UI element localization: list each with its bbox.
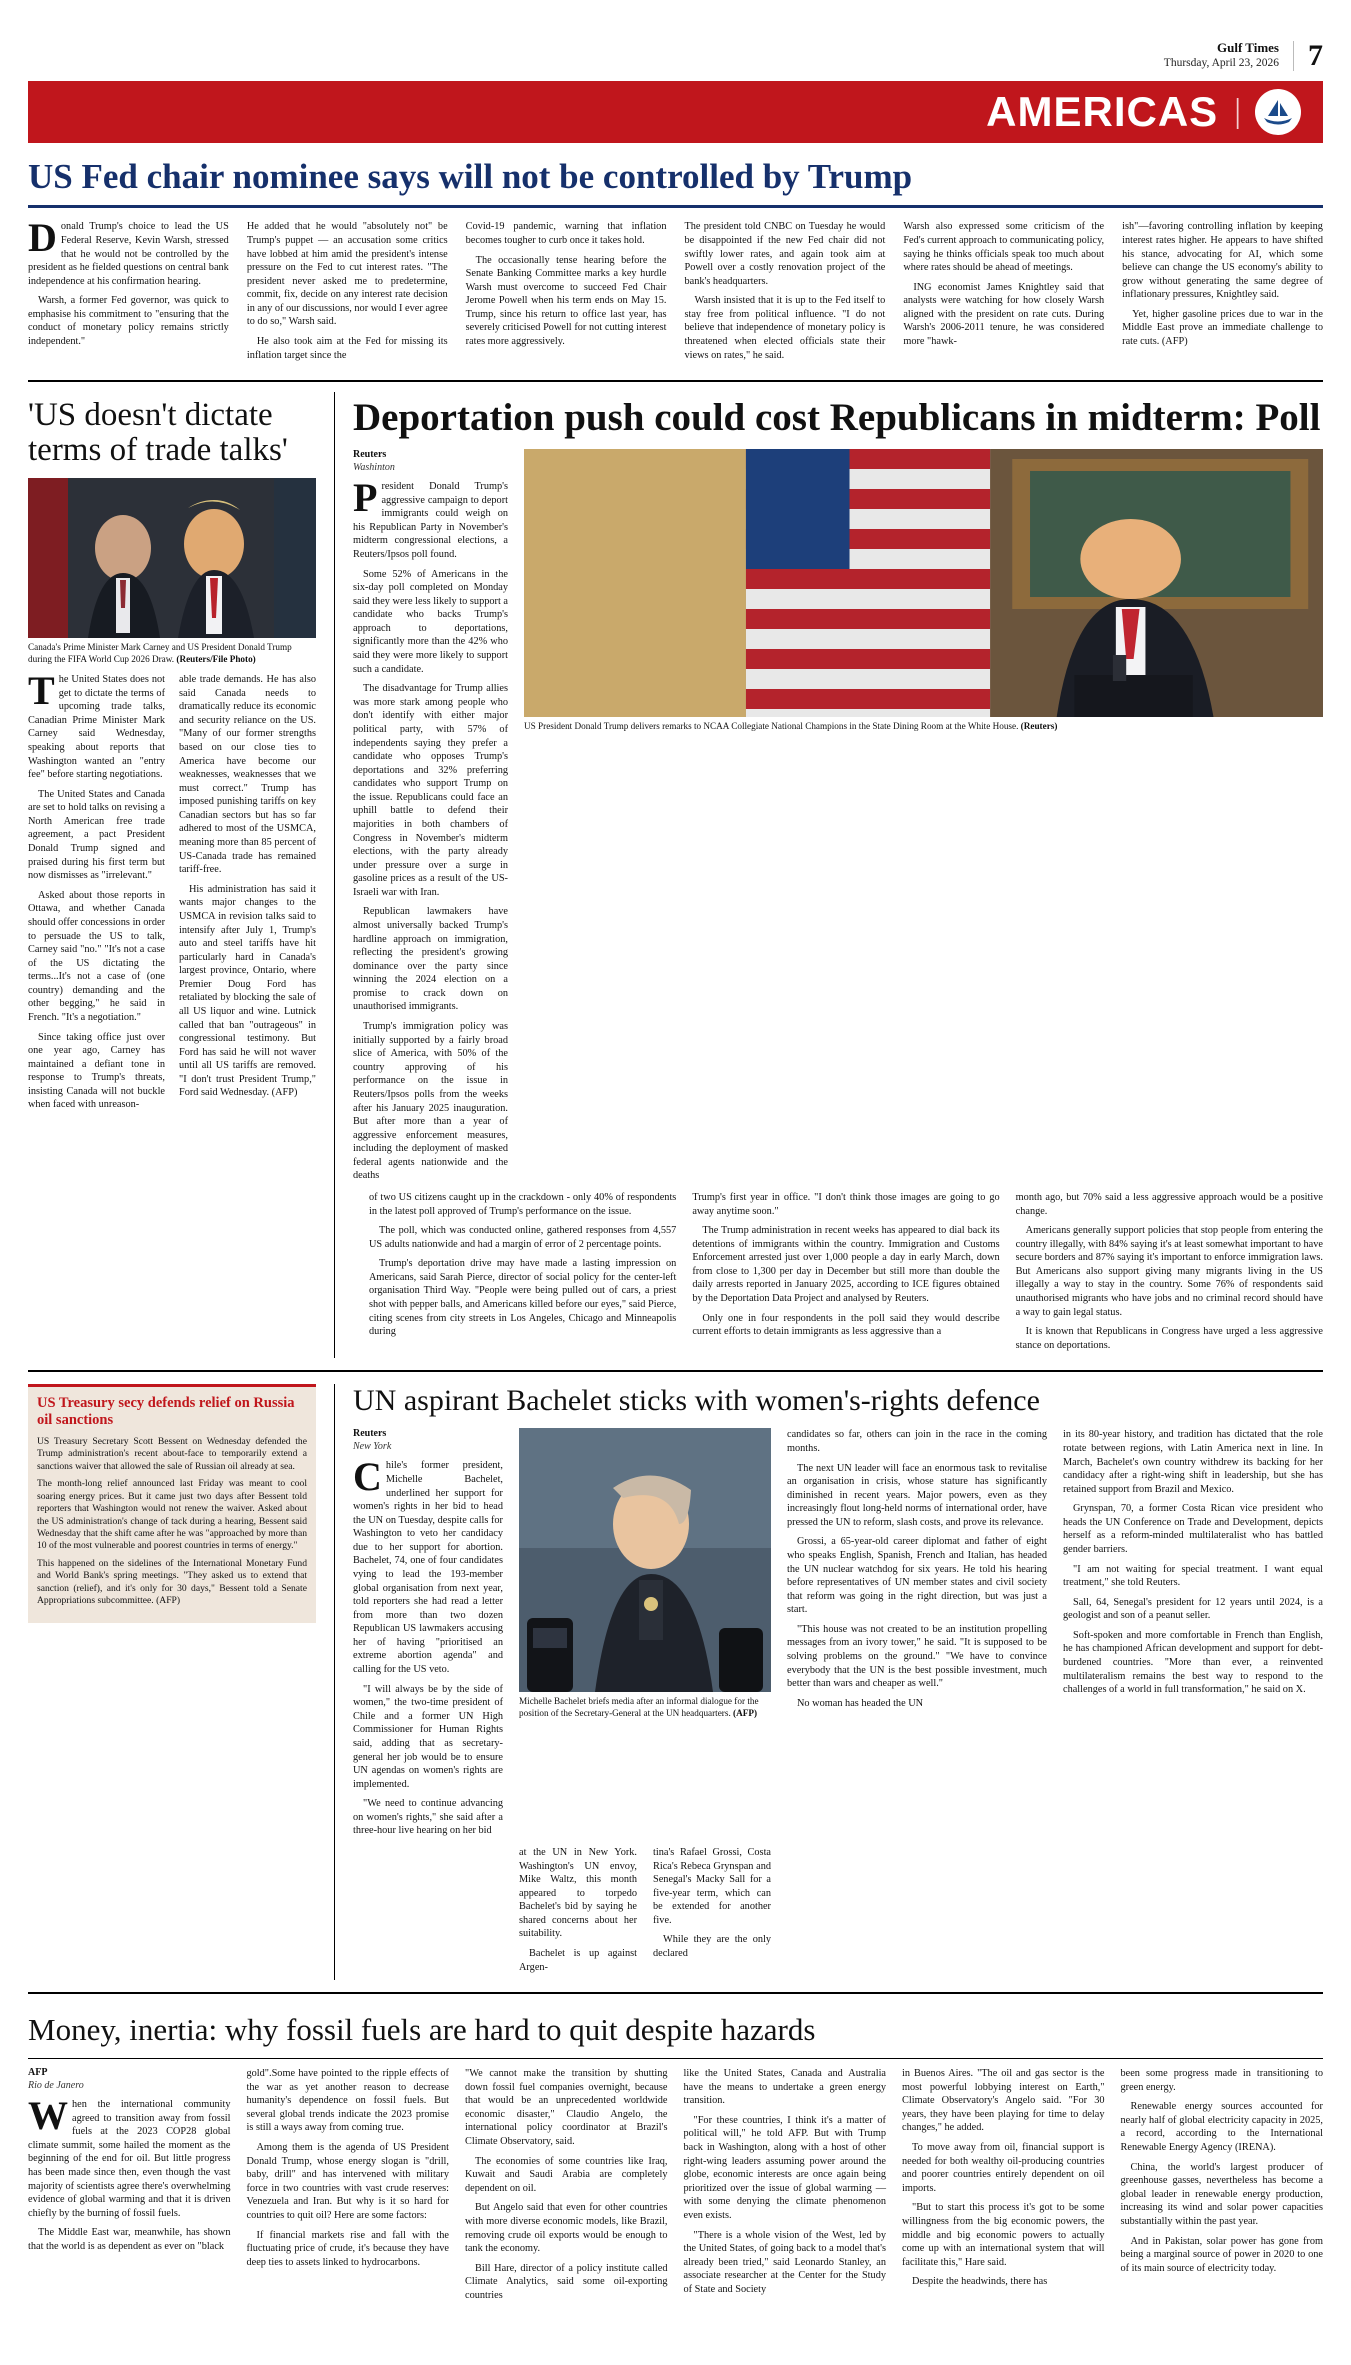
banner-divider: |	[1234, 92, 1241, 130]
masthead	[28, 0, 1323, 71]
byline-place: Rio de Janero	[28, 2079, 84, 2091]
deportation-column-1	[353, 449, 508, 1189]
issue-date: Thursday, April 23, 2026	[1163, 57, 1279, 70]
fossil-column-6	[1121, 2067, 1324, 2308]
byline-agency: AFP	[28, 2067, 48, 2079]
mid-section	[28, 382, 1323, 1358]
paragraph: gold".Some have pointed to the ripple effects of the war as yet another reason to decrease humanity's dependence on fossil fuels. But several global trends indicate the 2023 promise is still a ways away from coming true.	[246, 2068, 449, 2134]
paragraph: The month-long relief announced last Friday was meant to cool soaring energy prices. But it came just two days after Bessent told reporters that Washington would not renew the waiver. Asked about the US administration's change of tack during a hearing, Bessent said Wednesday that the shift came after he was "approached by more than 10 of the most vulnerable and poorest countries in terms of energy."	[37, 1478, 307, 1552]
paragraph: "This house was not created to be an institution propelling messages from an ivory tower," he said. "It is supposed to be solving problems on the ground." "We have to convince everybody that the UN is the best possible investment, much better than wars and cheaper as well."	[787, 1623, 1047, 1690]
paragraph: When the international community agreed to transition away from fossil fuels at the 2023 COP28 global climate summit, some hailed the moment as the beginning of the end for oil. But little progress has been made since then, even though the vast majority of scientists agree there's overwhelming evidence of global warming and that it is driven chiefly by the burning of fossil fuels.	[28, 2093, 231, 2219]
treasury-sidebar	[28, 1384, 316, 1980]
caption-credit: (AFP)	[733, 1707, 758, 1718]
paragraph: Yet, higher gasoline prices due to war in the Middle East prove an immediate challenge to rate cuts. (AFP)	[1122, 308, 1323, 347]
caption-text: Michelle Bachelet briefs media after an informal dialogue for the position of the Secretary-General at the UN headquarters.	[519, 1696, 759, 1718]
trump-speech-photo	[524, 449, 1323, 717]
paragraph: Trump's first year in office. "I don't think those images are going to go away anytime soon."	[692, 1192, 1000, 1217]
paragraph: in Buenos Aires. "The oil and gas sector is the most powerful lobbying interest on Earth," Climate Observatory's Angelo said. "For 30 years, they have been playing for time to delay changes," he added.	[902, 2068, 1105, 2134]
byline-place: Washinton	[353, 461, 395, 473]
paragraph: President Donald Trump's aggressive campaign to deport immigrants could weigh on his Republican Party in November's midterm congressional elections, a Reuters/Ipsos poll found.	[353, 475, 508, 560]
paragraph: "For these countries, I think it's a matter of political will," he told AFP. But with Trump back in Washington, along with a host of other right-wing leaders assuming power around the globe, economic interests are once again being prioritized over the issue of global warming — with some denying the climate phenomenon even exists.	[683, 2114, 886, 2221]
deportation-column-2	[369, 1191, 676, 1358]
deportation-story	[334, 392, 1323, 1358]
bachelet-column-1	[353, 1428, 503, 1844]
bachelet-column-5	[1063, 1428, 1323, 1844]
paragraph: Donald Trump's choice to lead the US Federal Reserve, Kevin Warsh, stressed that he would not be controlled by the president as he fielded questions on central bank independence at his confirmation hearing.	[28, 215, 229, 287]
photo-caption	[28, 642, 316, 665]
paragraph: The occasionally tense hearing before the Senate Banking Committee marks a key hurdle Warsh must overcome to succeed Fed Chair Jerome Powell when his term ends on May 15. Trump, since his return to office last year, has severely criticised Powell for not cutting interest rates more aggressively.	[465, 254, 667, 347]
publication-name: Gulf Times	[1216, 40, 1279, 55]
deportation-column-4	[1016, 1191, 1323, 1358]
paragraph: ING economist James Knightley said that analysts were watching for how closely Warsh aligned with the president on rate cuts. During Warsh's 2006-2011 tenure, he was considered more "hawk-	[903, 281, 1105, 347]
paragraph: Sall, 64, Senegal's president for 12 years until 2024, is a geologist and son of a peanut seller.	[1063, 1596, 1323, 1622]
paragraph: The disadvantage for Trump allies was more stark among people who don't identify with either major political party, with 57% of independents saying they prefer a candidate who opposes Trump's deportations and 32% preferring candidates who support Trump on the issue. Republicans could face an uphill battle to defend their majorities in both chambers of Congress in November's midterm elections, with the party already under pressure over a surge in gasoline prices as a result of the US-Israeli war with Iran.	[353, 683, 508, 898]
byline-agency: Reuters	[353, 449, 387, 461]
byline-place: New York	[353, 1440, 392, 1452]
photo-caption	[519, 1696, 771, 1719]
paragraph: Warsh, a former Fed governor, was quick to emphasise his commitment to "ensuring that the conduct of monetary policy remains strictly independent."	[28, 295, 229, 347]
paragraph: While they are the only declared	[653, 1934, 771, 1960]
trade-column-2	[179, 673, 316, 1118]
hero-column-2	[247, 220, 448, 368]
paragraph: The poll, which was conducted online, gathered responses from 4,557 US adults nationwide and had a margin of error of 2 percentage points.	[369, 1225, 677, 1250]
paragraph: No woman has headed the UN	[797, 1697, 924, 1709]
paragraph: month ago, but 70% said a less aggressive approach would be a positive change.	[1015, 1192, 1323, 1217]
paragraph: The Middle East war, meanwhile, has shown that the world is as dependent as ever on "black	[28, 2227, 231, 2252]
bachelet-column-3	[653, 1846, 771, 1980]
hero-headline-block	[28, 143, 1323, 209]
fossil-column-2	[247, 2067, 450, 2308]
hero-column-6	[1122, 220, 1323, 368]
paragraph: Only one in four respondents in the poll said they would describe current efforts to detain immigrants as less aggressive than a	[692, 1312, 1000, 1338]
hero-column-5	[903, 220, 1104, 368]
hero-story-body	[28, 208, 1323, 368]
paragraph: Trump's immigration policy was initially supported by a fairly broad slice of America, with 50% of the country approving of his performance on the issue in Reuters/Ipsos polls from the weeks after his January 2025 inauguration. But after more than a year of aggressive enforcement measures, including the deployment of masked federal agents nationwide and the deaths	[353, 1021, 508, 1182]
paragraph: Bachelet is up against Argen-	[519, 1948, 637, 1973]
paragraph: But Angelo said that even for other countries with more diverse economic models, like Brazil, removing crude oil exports would be enough to tank the economy.	[465, 2202, 668, 2255]
paragraph: Chile's former president, Michelle Bachelet, underlined her support for women's rights in her bid to head the UN on Tuesday, despite calls for Washington to veto her candidacy due to her support for abortion. Bachelet, 74, one of four candidates vying to lead the 193-member global organisation from next year, told reporters she had read a letter from more than two dozen Republican US lawmakers accusing her of having "prioritised an extreme abortion agenda" and calling for the US veto.	[353, 1454, 503, 1676]
hero-column-3	[466, 220, 667, 368]
paragraph: US Treasury Secretary Scott Bessent on Wednesday defended the Trump administration's recent about-face to temporarily extend a sanctions waiver that allowed the sale of Russian oil already at sea.	[37, 1435, 307, 1472]
bachelet-column-2	[519, 1846, 637, 1980]
paragraph: Asked about those reports in Ottawa, and whether Canada should offer concessions in order to persuade the US to talk, Carney said "no." "It's not a case of the US dictating the terms...It's not a case of (one country) demanding and the other begging," he said in French. "It's a negotiation."	[28, 889, 165, 1023]
trade-column-1	[28, 668, 165, 1118]
deportation-column-3	[692, 1191, 999, 1358]
paragraph: Some 52% of Americans in the six-day poll completed on Monday said they were less likely to support a candidate who backs Trump's approach to deportations, significantly more than the 42% who said they were more likely to support such a candidate.	[353, 568, 508, 675]
section-banner	[28, 81, 1323, 143]
sidebar-headline: US Treasury secy defends relief on Russia oil sanctions	[37, 1395, 295, 1429]
paragraph: The president told CNBC on Tuesday he would be disappointed if the new Fed chair did not swiftly lower rates, and again took aim at Powell over a costly renovation project of the bank's headquarters.	[684, 221, 886, 287]
paragraph: "I am not waiting for special treatment. I want equal treatment," she told Reuters.	[1063, 1563, 1323, 1589]
byline-agency: Reuters	[353, 1428, 387, 1440]
deportation-headline: Deportation push could cost Republicans in midterm: Poll	[353, 396, 1321, 440]
fossil-headline: Money, inertia: why fossil fuels are hard to quit despite hazards	[28, 2012, 816, 2048]
fossil-column-3	[465, 2067, 668, 2308]
caption-text: Canada's Prime Minister Mark Carney and US President Donald Trump during the FIFA World Cup 2026 Draw.	[28, 642, 292, 664]
paragraph: Bill Hare, director of a policy institute called Climate Analytics, said some oil-exporting countries	[465, 2262, 668, 2301]
paragraph: Grynspan, 70, a former Costa Rican vice president who heads the UN Conference on Trade and Development, depicts herself as a reform-minded multilateralist who has battled gender barriers.	[1063, 1503, 1323, 1555]
paragraph: Americans generally support policies that stop people from entering the country illegally, with 84% saying it's at least somewhat important to have secure borders and 87% saying it's important to enforce immigration laws. But Americans also support giving many migrants living in the US illegally a way to stay in the country. Some 76% of respondents said unauthorised migrants who have jobs and no criminal record should have a way to gain legal status.	[1015, 1225, 1323, 1318]
carney-trump-photo	[28, 478, 316, 638]
paragraph: Trump's deportation drive may have made a lasting impression on Americans, said Sarah Pierce, director of social policy for the center-left organisation Third Way. "People were being pulled out of cars, a priest shot with pepper balls, and Americans killed before our eyes," said Pierce, citing scenes from city streets in Los Angeles, Chicago and Minneapolis during	[369, 1258, 677, 1338]
paragraph: Grossi, a 65-year-old career diplomat and father of eight who speaks English, Spanish, French and Italian, has headed the UN nuclear watchdog for six years. He told his hearing before representatives of UN member states and civil society that reform was going in the right direction, but was just a start.	[787, 1536, 1047, 1616]
paragraph: Among them is the agenda of US President Donald Trump, whose energy slogan is "drill, baby, drill" and has intervened with military force in two countries with vast crude reserves: Venezuela and Iran. But why is it so hard for countries to quit oil? Here are some factors:	[246, 2142, 449, 2221]
caption-credit: (Reuters)	[1020, 721, 1058, 732]
fossil-fuels-story	[28, 1994, 1323, 2308]
paragraph: Since taking office just over one year ago, Carney has maintained a defiant tone in response to Trump's threats, insisting Canada will not buckle when faced with unreason-	[28, 1031, 165, 1111]
paragraph: "We cannot make the transition by shutting down fossil fuel companies overnight, because that would be an unprecedented worldwide economic disaster," Claudio Angelo, the international policy coordinator at Brazil's Climate Observatory, said.	[465, 2068, 668, 2148]
paragraph: The economies of some countries like Iraq, Kuwait and Saudi Arabia are completely dependent on oil.	[465, 2155, 668, 2194]
paragraph: The United States does not get to dictate the terms of upcoming trade talks, Canadian Prime Minister Mark Carney said Wednesday, speaking about reports that Washington wanted an "entry fee" before starting negotiations.	[28, 668, 165, 781]
paragraph: "There is a whole vision of the West, led by the United States, of going back to a model that's already been tried," said Leonardo Stanley, an associate researcher at the Center for the Study of State and Society	[683, 2229, 886, 2295]
un-section	[28, 1372, 1323, 1980]
trade-headline: 'US doesn't dictate terms of trade talks'	[28, 397, 288, 469]
hero-column-4	[684, 220, 885, 368]
caption-text: US President Donald Trump delivers remarks to NCAA Collegiate National Champions in the State Dining Room at the White House.	[524, 721, 1019, 732]
trade-talks-story	[28, 392, 316, 1358]
paragraph: To move away from oil, financial support is needed for both wealthy oil-producing countries and poorer countries entirely dependent on oil imports.	[902, 2142, 1105, 2194]
hero-column-1	[28, 215, 229, 368]
fossil-column-5	[902, 2067, 1105, 2308]
paragraph: His administration has said it wants major changes to the USMCA in revision talks said to intensify after July 1, Trump's auto and steel tariffs have hit particularly hard in Canada's largest province, Ontario, where Premier Doug Ford has retaliated by blocking the sale of all US liquor and wine. Lutnick called that ban "outrageous" in congressional testimony. But Ford has said he will not waver until all US tariffs are removed. "I don't trust President Trump," Ford said Wednesday. (AFP)	[179, 883, 316, 1099]
caption-credit: (Reuters/File Photo)	[176, 653, 256, 664]
paragraph: "I will always be by the side of women," the two-time president of Chile and a former UN High Commissioner for Human Rights said, adding that as secretary-general her job would be to ensure UN agendas on women's rights are implemented.	[353, 1683, 503, 1790]
paragraph: "But to start this process it's got to be some willingness from the big economic powers, the middle and big economic powers to actually come up with an international system that will facilitate this," Hare said.	[902, 2202, 1105, 2268]
bachelet-column-4	[787, 1428, 1047, 1844]
paragraph: Renewable energy sources accounted for nearly half of global electricity capacity in 2025, a record, according to the International Renewable Energy Agency (IRENA).	[1120, 2101, 1323, 2154]
paragraph: Republican lawmakers have almost universally backed Trump's hardline approach on immigration, reflecting the president's growing dominance over the party since winning the 2024 election on a promise to crack down on unauthorised immigrants.	[353, 906, 508, 1013]
paragraph: been some progress made in transitioning to green energy.	[1120, 2068, 1323, 2093]
paragraph: This happened on the sidelines of the International Monetary Fund and World Bank's spring meetings. "They asked us to extend that sanction (relief), and it's only for 30 days," Bessent told a Senate Appropriations subcommittee. (AFP)	[37, 1557, 307, 1607]
paragraph: Warsh insisted that it is up to the Fed itself to stay free from political influence. "I do not believe that independence of monetary policy is threatened when elected officials state their views on rates," he said.	[684, 295, 886, 361]
paragraph: The United States and Canada are set to hold talks on revising a North American free trade agreement, a pact President Donald Trump signed and praised during his first term but now dismisses as "irrelevant."	[28, 788, 165, 882]
paragraph: He also took aim at the Fed for missing its inflation target since the	[246, 336, 448, 361]
bachelet-story	[334, 1384, 1323, 1980]
paragraph: tina's Rafael Grossi, Costa Rica's Rebeca Grynspan and Senegal's Macky Sall for a five-year term, which can be extended for another five.	[653, 1846, 771, 1926]
paragraph: It is known that Republicans in Congress have urged a less aggressive stance on deportations.	[1015, 1326, 1323, 1351]
bachelet-headline: UN aspirant Bachelet sticks with women's-rights defence	[353, 1384, 1040, 1418]
paragraph: He added that he would "absolutely not" be Trump's puppet — an accusation some critics have lobbed at him amid the president's intense pressure on the Fed to cut interest rates. "The president never asked me to predetermine, commit, fix, decide on any interest rate decision in any of our discussions, nor would I ever agree to do so," Warsh said.	[246, 221, 448, 328]
dhow-boat-icon	[1255, 89, 1301, 135]
paragraph: "We need to continue advancing on women's rights," she said after a three-hour live hearing on her bid	[353, 1798, 503, 1837]
paragraph: Despite the headwinds, there has	[912, 2276, 1048, 2288]
paragraph: able trade demands. He has also said Canada needs to dramatically reduce its economic and security reliance on the US. "Many of our former strengths based on our close ties to America have become our weaknesses, weaknesses that we must correct." Trump has imposed punishing tariffs on key Canadian sectors but has so far adhered to most of the USMCA, meaning more than 85 percent of US-Canada trade has remained tariff-free.	[179, 674, 316, 876]
paragraph: If financial markets rise and fall with the fluctuating price of crude, it's because they have deep ties to assets linked to hydrocarbons.	[246, 2229, 449, 2268]
page-title: US Fed chair nominee says will not be controlled by Trump	[28, 156, 913, 196]
bachelet-photo	[519, 1428, 771, 1692]
paragraph: candidates so far, others can join in the race in the coming months.	[787, 1429, 1047, 1454]
paragraph: at the UN in New York. Washington's UN envoy, Mike Waltz, this month appeared to torpedo Bachelet's bid by saying he shared concerns about her suitability.	[519, 1846, 637, 1940]
paragraph: in its 80-year history, and tradition has dictated that the role rotate between regions, with Latin America next in line. In March, Bachelet's own country withdrew its backing for her candidacy after a right-wing shift in leadership, but she has retained support from Brazil and Mexico.	[1063, 1429, 1323, 1495]
page-number: 7	[1293, 41, 1323, 71]
paragraph: The Trump administration in recent weeks has appeared to dial back its detentions of immigrants within the country. Immigration and Customs Enforcement arrested just over 1,000 people a day in early March, down from close to 1,300 per day in December but still more than double the daily arrests reported in January 2025, according to ICE figures obtained by the Deportation Data Project and analysed by Reuters.	[692, 1225, 1000, 1305]
paragraph: And in Pakistan, solar power has gone from being a marginal source of power in 2020 to one of its main source of electricity today.	[1120, 2235, 1323, 2274]
paragraph: Soft-spoken and more comfortable in French than English, he has championed African development and support for debt-burdened countries. "More than ever, a reinvented multilateralism remains the best way to respond to the challenges of a world in full transformation," he said on X.	[1063, 1629, 1323, 1696]
paragraph: China, the world's largest producer of greenhouse gasses, nevertheless has become a global leader in renewable energy production, increasing its wind and solar power capacities substantially within the past year.	[1120, 2161, 1323, 2227]
paragraph: The next UN leader will face an enormous task to revitalise an organisation in crisis, whose stature has significantly diminished in recent years. Major powers, even as they increasingly flout long-held norms of international order, have pressed the UN to reform, slash costs, and prove its relevance.	[787, 1462, 1047, 1528]
paragraph: ish"—favoring controlling inflation by keeping interest rates higher. He appears to have shifted his stance, advocating for AI, which some believe can change the US economy's ability to grow without generating the same degree of inflationary pressures, Knightley said.	[1122, 221, 1323, 301]
fossil-column-1	[28, 2067, 231, 2308]
paragraph: like the United States, Canada and Australia have the means to undertake a green energy transition.	[683, 2068, 886, 2107]
photo-caption	[524, 721, 1323, 733]
fossil-column-4	[684, 2067, 887, 2308]
paragraph: Covid-19 pandemic, warning that inflation becomes tougher to curb once it takes hold.	[465, 221, 667, 246]
section-title: AMERICAS	[986, 87, 1219, 135]
paragraph: Warsh also expressed some criticism of the Fed's current approach to communicating policy, saying he thinks officials speak too much about where rates should be ahead of meetings.	[903, 221, 1105, 274]
paragraph: of two US citizens caught up in the crackdown - only 40% of respondents in the latest poll approved of Trump's performance on the issue.	[369, 1192, 677, 1217]
